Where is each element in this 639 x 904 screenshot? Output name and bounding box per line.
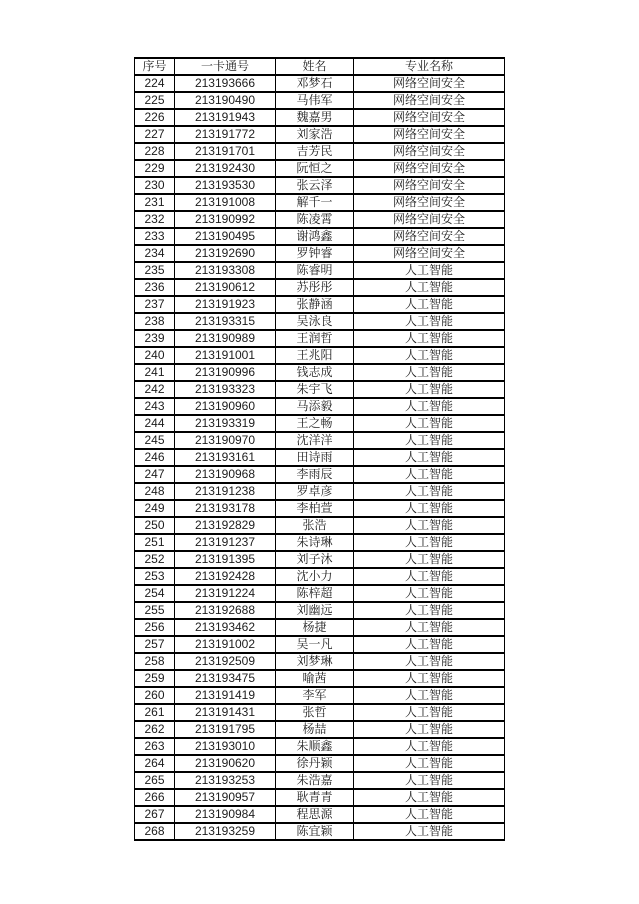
cell-serial: 268 [135,823,175,840]
cell-major: 人工智能 [354,585,505,602]
cell-card-number: 213191431 [175,704,276,721]
cell-name: 王兆阳 [276,347,354,364]
table-row [135,823,505,840]
cell-major: 人工智能 [354,704,505,721]
cell-card-number: 213190996 [175,364,276,381]
cell-major: 网络空间安全 [354,194,505,211]
table-row [135,483,505,500]
cell-card-number: 213191772 [175,126,276,143]
cell-name: 张浩 [276,517,354,534]
cell-card-number: 213190960 [175,398,276,415]
cell-major: 人工智能 [354,517,505,534]
cell-card-number: 213190970 [175,432,276,449]
cell-card-number: 213191795 [175,721,276,738]
cell-card-number: 213193462 [175,619,276,636]
cell-serial: 235 [135,262,175,279]
cell-card-number: 213191943 [175,109,276,126]
cell-serial: 245 [135,432,175,449]
cell-card-number: 213191923 [175,296,276,313]
cell-major: 网络空间安全 [354,245,505,262]
cell-card-number: 213190612 [175,279,276,296]
cell-card-number: 213190992 [175,211,276,228]
cell-serial: 228 [135,143,175,160]
cell-card-number: 213192509 [175,653,276,670]
cell-card-number: 213193308 [175,262,276,279]
cell-name: 马添毅 [276,398,354,415]
table-row [135,721,505,738]
cell-serial: 247 [135,466,175,483]
cell-card-number: 213192428 [175,568,276,585]
cell-major: 人工智能 [354,415,505,432]
cell-serial: 264 [135,755,175,772]
table-row [135,517,505,534]
cell-name: 陈凌霄 [276,211,354,228]
table-row [135,364,505,381]
table-row [135,602,505,619]
cell-serial: 241 [135,364,175,381]
cell-name: 沈洋洋 [276,432,354,449]
cell-major: 人工智能 [354,551,505,568]
cell-serial: 259 [135,670,175,687]
cell-major: 网络空间安全 [354,143,505,160]
cell-serial: 230 [135,177,175,194]
table-row [135,75,505,92]
cell-serial: 265 [135,772,175,789]
cell-serial: 255 [135,602,175,619]
cell-major: 人工智能 [354,670,505,687]
cell-major: 人工智能 [354,636,505,653]
cell-serial: 252 [135,551,175,568]
cell-card-number: 213191419 [175,687,276,704]
cell-serial: 234 [135,245,175,262]
table-row [135,636,505,653]
cell-major: 人工智能 [354,262,505,279]
cell-card-number: 213193315 [175,313,276,330]
cell-name: 钱志成 [276,364,354,381]
cell-card-number: 213193259 [175,823,276,840]
cell-serial: 249 [135,500,175,517]
cell-name: 李军 [276,687,354,704]
cell-card-number: 213192829 [175,517,276,534]
cell-card-number: 213191224 [175,585,276,602]
cell-card-number: 213190495 [175,228,276,245]
cell-card-number: 213191237 [175,534,276,551]
cell-card-number: 213191001 [175,347,276,364]
cell-serial: 261 [135,704,175,721]
cell-serial: 250 [135,517,175,534]
cell-major: 人工智能 [354,313,505,330]
table-row [135,143,505,160]
cell-name: 李柏萱 [276,500,354,517]
header-serial: 序号 [135,58,175,75]
table-row [135,211,505,228]
cell-name: 谢鸿鑫 [276,228,354,245]
table-row [135,551,505,568]
cell-name: 陈睿明 [276,262,354,279]
cell-name: 解千一 [276,194,354,211]
table-row [135,381,505,398]
cell-major: 人工智能 [354,619,505,636]
cell-major: 人工智能 [354,653,505,670]
cell-card-number: 213193253 [175,772,276,789]
table-row [135,177,505,194]
table-row [135,738,505,755]
cell-name: 耿青青 [276,789,354,806]
cell-name: 田诗雨 [276,449,354,466]
cell-major: 人工智能 [354,789,505,806]
cell-serial: 258 [135,653,175,670]
table-row [135,585,505,602]
cell-name: 程思源 [276,806,354,823]
cell-major: 人工智能 [354,364,505,381]
cell-card-number: 213193010 [175,738,276,755]
cell-major: 人工智能 [354,568,505,585]
cell-major: 网络空间安全 [354,109,505,126]
cell-card-number: 213193319 [175,415,276,432]
cell-major: 人工智能 [354,279,505,296]
cell-serial: 239 [135,330,175,347]
student-roster-table [134,57,505,841]
cell-major: 人工智能 [354,296,505,313]
cell-name: 陈宜颖 [276,823,354,840]
cell-name: 王之畅 [276,415,354,432]
cell-serial: 253 [135,568,175,585]
cell-name: 张静涵 [276,296,354,313]
cell-major: 人工智能 [354,772,505,789]
cell-card-number: 213191701 [175,143,276,160]
cell-serial: 229 [135,160,175,177]
cell-major: 人工智能 [354,330,505,347]
cell-serial: 262 [135,721,175,738]
cell-serial: 244 [135,415,175,432]
cell-major: 人工智能 [354,721,505,738]
cell-name: 吴泳良 [276,313,354,330]
cell-name: 徐丹颖 [276,755,354,772]
cell-major: 网络空间安全 [354,177,505,194]
cell-serial: 227 [135,126,175,143]
table-row [135,228,505,245]
header-name: 姓名 [276,58,354,75]
cell-serial: 256 [135,619,175,636]
cell-card-number: 213193161 [175,449,276,466]
table-row [135,126,505,143]
cell-name: 张云泽 [276,177,354,194]
cell-serial: 238 [135,313,175,330]
table-row [135,653,505,670]
cell-name: 阮恒之 [276,160,354,177]
table-row [135,398,505,415]
cell-major: 人工智能 [354,500,505,517]
cell-card-number: 213190984 [175,806,276,823]
table-row [135,109,505,126]
table-row [135,619,505,636]
header-card-number: 一卡通号 [175,58,276,75]
table-row [135,313,505,330]
cell-name: 朱诗琳 [276,534,354,551]
table-body [135,75,505,840]
cell-major: 人工智能 [354,398,505,415]
cell-serial: 263 [135,738,175,755]
cell-major: 网络空间安全 [354,160,505,177]
cell-card-number: 213192430 [175,160,276,177]
table-row [135,330,505,347]
cell-serial: 254 [135,585,175,602]
cell-card-number: 213193178 [175,500,276,517]
cell-serial: 240 [135,347,175,364]
cell-major: 人工智能 [354,687,505,704]
cell-name: 李雨辰 [276,466,354,483]
cell-major: 网络空间安全 [354,92,505,109]
cell-major: 网络空间安全 [354,211,505,228]
cell-major: 人工智能 [354,738,505,755]
header-major: 专业名称 [354,58,505,75]
cell-major: 人工智能 [354,449,505,466]
cell-serial: 232 [135,211,175,228]
cell-major: 人工智能 [354,466,505,483]
cell-name: 马伟军 [276,92,354,109]
cell-name: 张哲 [276,704,354,721]
table-row [135,432,505,449]
cell-name: 罗卓彦 [276,483,354,500]
cell-name: 朱宇飞 [276,381,354,398]
cell-card-number: 213190968 [175,466,276,483]
table-row [135,534,505,551]
cell-card-number: 213190989 [175,330,276,347]
header-row [135,58,505,75]
cell-major: 网络空间安全 [354,75,505,92]
table-row [135,772,505,789]
cell-name: 吴一凡 [276,636,354,653]
table-row [135,160,505,177]
table-row [135,347,505,364]
cell-major: 人工智能 [354,381,505,398]
table-row [135,687,505,704]
cell-serial: 225 [135,92,175,109]
cell-serial: 248 [135,483,175,500]
cell-major: 人工智能 [354,432,505,449]
cell-serial: 242 [135,381,175,398]
cell-serial: 246 [135,449,175,466]
cell-major: 人工智能 [354,602,505,619]
table-row [135,806,505,823]
cell-major: 人工智能 [354,483,505,500]
cell-serial: 224 [135,75,175,92]
cell-major: 人工智能 [354,347,505,364]
cell-card-number: 213191002 [175,636,276,653]
cell-card-number: 213193323 [175,381,276,398]
cell-serial: 243 [135,398,175,415]
cell-name: 魏嘉男 [276,109,354,126]
cell-name: 刘家浩 [276,126,354,143]
cell-serial: 267 [135,806,175,823]
cell-major: 网络空间安全 [354,126,505,143]
cell-name: 刘幽远 [276,602,354,619]
cell-serial: 257 [135,636,175,653]
cell-serial: 236 [135,279,175,296]
cell-name: 陈梓超 [276,585,354,602]
table-row [135,789,505,806]
cell-card-number: 213193530 [175,177,276,194]
cell-name: 罗钟睿 [276,245,354,262]
cell-major: 网络空间安全 [354,228,505,245]
table-row [135,704,505,721]
cell-major: 人工智能 [354,806,505,823]
cell-card-number: 213191008 [175,194,276,211]
cell-name: 喻茜 [276,670,354,687]
cell-major: 人工智能 [354,534,505,551]
cell-serial: 233 [135,228,175,245]
cell-name: 刘子沐 [276,551,354,568]
cell-name: 邓梦石 [276,75,354,92]
table-row [135,194,505,211]
cell-name: 吉芳民 [276,143,354,160]
table-row [135,92,505,109]
table-row [135,279,505,296]
table-row [135,568,505,585]
table-row [135,245,505,262]
cell-name: 朱浩嘉 [276,772,354,789]
table-row [135,755,505,772]
table-row [135,670,505,687]
cell-serial: 237 [135,296,175,313]
cell-card-number: 213190620 [175,755,276,772]
table-row [135,262,505,279]
table-row [135,466,505,483]
table-row [135,449,505,466]
cell-card-number: 213193475 [175,670,276,687]
cell-major: 人工智能 [354,823,505,840]
cell-serial: 226 [135,109,175,126]
table-row [135,296,505,313]
cell-name: 刘梦琳 [276,653,354,670]
cell-name: 朱顺鑫 [276,738,354,755]
table-row [135,500,505,517]
cell-name: 沈小力 [276,568,354,585]
cell-card-number: 213191238 [175,483,276,500]
cell-card-number: 213193666 [175,75,276,92]
cell-card-number: 213192690 [175,245,276,262]
cell-name: 苏彤彤 [276,279,354,296]
cell-serial: 266 [135,789,175,806]
cell-card-number: 213190957 [175,789,276,806]
cell-name: 杨喆 [276,721,354,738]
cell-major: 人工智能 [354,755,505,772]
cell-name: 杨捷 [276,619,354,636]
cell-name: 王润哲 [276,330,354,347]
cell-serial: 231 [135,194,175,211]
cell-card-number: 213191395 [175,551,276,568]
cell-serial: 260 [135,687,175,704]
cell-serial: 251 [135,534,175,551]
cell-card-number: 213192688 [175,602,276,619]
table-row [135,415,505,432]
cell-card-number: 213190490 [175,92,276,109]
